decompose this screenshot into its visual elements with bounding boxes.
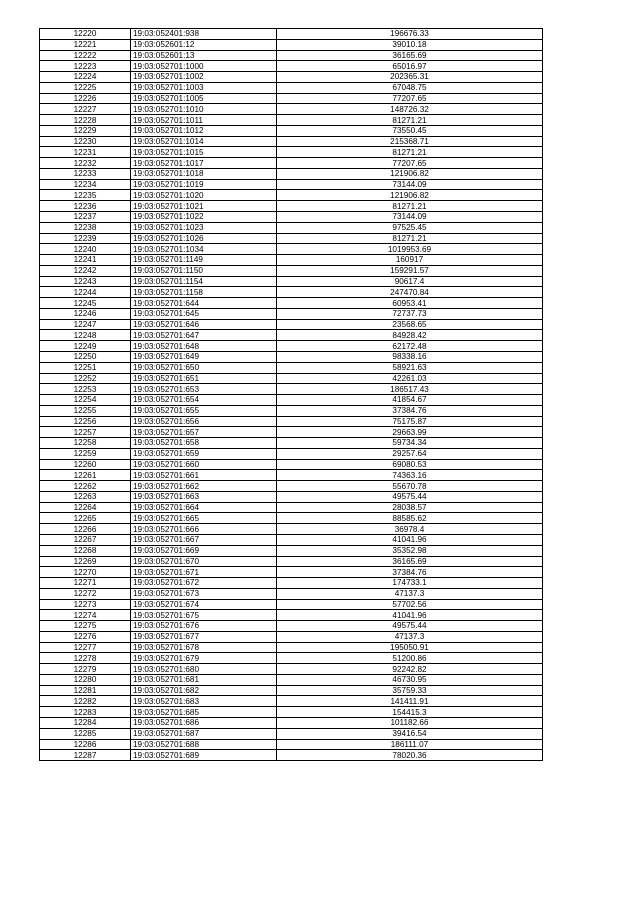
row-number-cell: 12243 [40, 276, 131, 287]
row-number-cell: 12227 [40, 104, 131, 115]
cadastral-number-cell: 19:03:052701:1005 [131, 93, 277, 104]
cadastral-number-cell: 19:03:052701:1012 [131, 125, 277, 136]
cadastral-value-cell: 77207.65 [277, 158, 543, 169]
cadastral-value-cell: 196676.33 [277, 29, 543, 40]
row-number-cell: 12224 [40, 72, 131, 83]
cadastral-number-cell: 19:03:052701:1023 [131, 222, 277, 233]
table-row [40, 61, 543, 72]
cadastral-number-cell: 19:03:052701:1022 [131, 212, 277, 223]
row-number-cell: 12244 [40, 287, 131, 298]
row-number-cell: 12274 [40, 610, 131, 621]
table-row [40, 718, 543, 729]
cadastral-number-cell: 19:03:052701:680 [131, 664, 277, 675]
cadastral-value-cell: 75175.87 [277, 416, 543, 427]
row-number-cell: 12281 [40, 685, 131, 696]
row-number-cell: 12225 [40, 82, 131, 93]
cadastral-number-cell: 19:03:052701:688 [131, 739, 277, 750]
cadastral-number-cell: 19:03:052701:687 [131, 728, 277, 739]
cadastral-value-cell: 90617.4 [277, 276, 543, 287]
cadastral-value-cell: 23568.65 [277, 319, 543, 330]
cadastral-value-cell: 121906.82 [277, 168, 543, 179]
cadastral-value-cell: 59734.34 [277, 438, 543, 449]
cadastral-number-cell: 19:03:052701:1154 [131, 276, 277, 287]
table-row [40, 147, 543, 158]
row-number-cell: 12220 [40, 29, 131, 40]
row-number-cell: 12231 [40, 147, 131, 158]
cadastral-value-cell: 154415.3 [277, 707, 543, 718]
cadastral-value-cell: 101182.66 [277, 718, 543, 729]
cadastral-value-cell: 81271.21 [277, 201, 543, 212]
cadastral-value-cell: 159291.57 [277, 265, 543, 276]
cadastral-value-cell: 81271.21 [277, 233, 543, 244]
table-row [40, 739, 543, 750]
table-row [40, 664, 543, 675]
row-number-cell: 12273 [40, 599, 131, 610]
table-row [40, 308, 543, 319]
table-row [40, 728, 543, 739]
table-row [40, 405, 543, 416]
table-row [40, 621, 543, 632]
row-number-cell: 12272 [40, 588, 131, 599]
cadastral-number-cell: 19:03:052701:1015 [131, 147, 277, 158]
row-number-cell: 12245 [40, 298, 131, 309]
cadastral-number-cell: 19:03:052701:1017 [131, 158, 277, 169]
table-row [40, 298, 543, 309]
cadastral-number-cell: 19:03:052701:663 [131, 491, 277, 502]
cadastral-number-cell: 19:03:052401:938 [131, 29, 277, 40]
row-number-cell: 12257 [40, 427, 131, 438]
cadastral-number-cell: 19:03:052701:1018 [131, 168, 277, 179]
table-row [40, 373, 543, 384]
row-number-cell: 12223 [40, 61, 131, 72]
cadastral-value-cell: 41854.67 [277, 395, 543, 406]
cadastral-number-cell: 19:03:052701:665 [131, 513, 277, 524]
cadastral-number-cell: 19:03:052701:1019 [131, 179, 277, 190]
row-number-cell: 12254 [40, 395, 131, 406]
cadastral-value-cell: 36165.69 [277, 50, 543, 61]
table-row [40, 491, 543, 502]
row-number-cell: 12250 [40, 351, 131, 362]
table-row [40, 448, 543, 459]
cadastral-number-cell: 19:03:052701:650 [131, 362, 277, 373]
cadastral-number-cell: 19:03:052701:649 [131, 351, 277, 362]
cadastral-value-cell: 51200.86 [277, 653, 543, 664]
cadastral-number-cell: 19:03:052701:675 [131, 610, 277, 621]
cadastral-value-cell: 67048.75 [277, 82, 543, 93]
row-number-cell: 12284 [40, 718, 131, 729]
cadastral-number-cell: 19:03:052701:647 [131, 330, 277, 341]
row-number-cell: 12249 [40, 341, 131, 352]
cadastral-number-cell: 19:03:052701:646 [131, 319, 277, 330]
cadastral-value-cell: 72737.73 [277, 308, 543, 319]
cadastral-value-cell: 55670.78 [277, 481, 543, 492]
table-row [40, 115, 543, 126]
table-row [40, 201, 543, 212]
row-number-cell: 12260 [40, 459, 131, 470]
table-row [40, 276, 543, 287]
table-row [40, 395, 543, 406]
table-row [40, 212, 543, 223]
cadastral-number-cell: 19:03:052701:662 [131, 481, 277, 492]
table-row [40, 93, 543, 104]
table-row [40, 588, 543, 599]
cadastral-number-cell: 19:03:052701:1026 [131, 233, 277, 244]
row-number-cell: 12226 [40, 93, 131, 104]
cadastral-number-cell: 19:03:052701:1158 [131, 287, 277, 298]
row-number-cell: 12247 [40, 319, 131, 330]
cadastral-number-cell: 19:03:052701:644 [131, 298, 277, 309]
cadastral-value-cell: 215368.71 [277, 136, 543, 147]
row-number-cell: 12255 [40, 405, 131, 416]
table-row [40, 707, 543, 718]
table-row [40, 502, 543, 513]
table-row [40, 125, 543, 136]
cadastral-value-cell: 39010.18 [277, 39, 543, 50]
row-number-cell: 12264 [40, 502, 131, 513]
row-number-cell: 12230 [40, 136, 131, 147]
cadastral-value-cell: 29257.64 [277, 448, 543, 459]
cadastral-value-cell: 81271.21 [277, 115, 543, 126]
cadastral-value-cell: 1019953.69 [277, 244, 543, 255]
table-row [40, 222, 543, 233]
cadastral-value-cell: 73550.45 [277, 125, 543, 136]
table-row [40, 470, 543, 481]
cadastral-value-cell: 41041.96 [277, 534, 543, 545]
cadastral-value-cell: 174733.1 [277, 578, 543, 589]
cadastral-number-cell: 19:03:052701:655 [131, 405, 277, 416]
cadastral-number-cell: 19:03:052701:656 [131, 416, 277, 427]
cadastral-number-cell: 19:03:052701:666 [131, 524, 277, 535]
cadastral-number-cell: 19:03:052701:681 [131, 674, 277, 685]
table-row [40, 438, 543, 449]
row-number-cell: 12275 [40, 621, 131, 632]
table-row [40, 653, 543, 664]
row-number-cell: 12266 [40, 524, 131, 535]
row-number-cell: 12240 [40, 244, 131, 255]
cadastral-number-cell: 19:03:052701:689 [131, 750, 277, 761]
cadastral-number-cell: 19:03:052701:1002 [131, 72, 277, 83]
cadastral-value-cell: 35352.98 [277, 545, 543, 556]
cadastral-number-cell: 19:03:052701:1021 [131, 201, 277, 212]
row-number-cell: 12228 [40, 115, 131, 126]
cadastral-value-table [39, 28, 543, 761]
cadastral-number-cell: 19:03:052701:664 [131, 502, 277, 513]
cadastral-number-cell: 19:03:052701:1149 [131, 255, 277, 266]
row-number-cell: 12229 [40, 125, 131, 136]
row-number-cell: 12285 [40, 728, 131, 739]
table-row [40, 50, 543, 61]
cadastral-number-cell: 19:03:052701:667 [131, 534, 277, 545]
cadastral-value-cell: 60953.41 [277, 298, 543, 309]
table-row [40, 158, 543, 169]
row-number-cell: 12278 [40, 653, 131, 664]
cadastral-number-cell: 19:03:052701:651 [131, 373, 277, 384]
row-number-cell: 12239 [40, 233, 131, 244]
cadastral-number-cell: 19:03:052701:648 [131, 341, 277, 352]
row-number-cell: 12287 [40, 750, 131, 761]
table-row [40, 341, 543, 352]
cadastral-value-cell: 74363.16 [277, 470, 543, 481]
row-number-cell: 12222 [40, 50, 131, 61]
cadastral-value-cell: 92242.82 [277, 664, 543, 675]
cadastral-value-cell: 141411.91 [277, 696, 543, 707]
cadastral-value-cell: 58921.63 [277, 362, 543, 373]
cadastral-value-cell: 65016.97 [277, 61, 543, 72]
cadastral-number-cell: 19:03:052701:686 [131, 718, 277, 729]
row-number-cell: 12234 [40, 179, 131, 190]
cadastral-value-cell: 84928.42 [277, 330, 543, 341]
row-number-cell: 12253 [40, 384, 131, 395]
row-number-cell: 12286 [40, 739, 131, 750]
row-number-cell: 12262 [40, 481, 131, 492]
cadastral-value-cell: 36165.69 [277, 556, 543, 567]
cadastral-value-cell: 73144.09 [277, 179, 543, 190]
cadastral-value-cell: 202365.31 [277, 72, 543, 83]
cadastral-value-cell: 42261.03 [277, 373, 543, 384]
cadastral-number-cell: 19:03:052701:1011 [131, 115, 277, 126]
row-number-cell: 12280 [40, 674, 131, 685]
table-row [40, 72, 543, 83]
cadastral-value-cell: 46730.95 [277, 674, 543, 685]
row-number-cell: 12261 [40, 470, 131, 481]
cadastral-number-cell: 19:03:052701:670 [131, 556, 277, 567]
table-row [40, 136, 543, 147]
row-number-cell: 12267 [40, 534, 131, 545]
cadastral-number-cell: 19:03:052701:658 [131, 438, 277, 449]
cadastral-number-cell: 19:03:052701:673 [131, 588, 277, 599]
cadastral-value-cell: 97525.45 [277, 222, 543, 233]
table-row [40, 459, 543, 470]
table-row [40, 481, 543, 492]
table-row [40, 578, 543, 589]
table-row [40, 29, 543, 40]
cadastral-number-cell: 19:03:052701:1014 [131, 136, 277, 147]
table-row [40, 384, 543, 395]
cadastral-number-cell: 19:03:052701:672 [131, 578, 277, 589]
cadastral-value-cell: 69080.53 [277, 459, 543, 470]
row-number-cell: 12283 [40, 707, 131, 718]
table-row [40, 39, 543, 50]
table-row [40, 599, 543, 610]
table-row [40, 244, 543, 255]
row-number-cell: 12252 [40, 373, 131, 384]
cadastral-number-cell: 19:03:052701:685 [131, 707, 277, 718]
cadastral-value-cell: 186517.43 [277, 384, 543, 395]
cadastral-value-cell: 88585.62 [277, 513, 543, 524]
cadastral-value-cell: 186111.07 [277, 739, 543, 750]
table-row [40, 545, 543, 556]
row-number-cell: 12238 [40, 222, 131, 233]
cadastral-value-cell: 78020.36 [277, 750, 543, 761]
cadastral-value-cell: 81271.21 [277, 147, 543, 158]
row-number-cell: 12232 [40, 158, 131, 169]
cadastral-value-cell: 49575.44 [277, 491, 543, 502]
cadastral-number-cell: 19:03:052701:677 [131, 631, 277, 642]
row-number-cell: 12277 [40, 642, 131, 653]
cadastral-value-cell: 73144.09 [277, 212, 543, 223]
cadastral-number-cell: 19:03:052701:661 [131, 470, 277, 481]
table-row [40, 750, 543, 761]
table-row [40, 255, 543, 266]
cadastral-value-cell: 49575.44 [277, 621, 543, 632]
cadastral-value-cell: 98338.16 [277, 351, 543, 362]
cadastral-value-cell: 247470.84 [277, 287, 543, 298]
table-row [40, 330, 543, 341]
table-row [40, 610, 543, 621]
table-row [40, 265, 543, 276]
table-row [40, 685, 543, 696]
cadastral-number-cell: 19:03:052701:659 [131, 448, 277, 459]
table-row [40, 179, 543, 190]
cadastral-number-cell: 19:03:052701:674 [131, 599, 277, 610]
row-number-cell: 12237 [40, 212, 131, 223]
table-row [40, 556, 543, 567]
table-row [40, 319, 543, 330]
table-row [40, 82, 543, 93]
cadastral-value-cell: 160917 [277, 255, 543, 266]
cadastral-number-cell: 19:03:052701:653 [131, 384, 277, 395]
table-row [40, 287, 543, 298]
cadastral-number-cell: 19:03:052701:679 [131, 653, 277, 664]
row-number-cell: 12251 [40, 362, 131, 373]
table-row [40, 567, 543, 578]
table-row [40, 104, 543, 115]
cadastral-value-cell: 36978.4 [277, 524, 543, 535]
table-row [40, 534, 543, 545]
row-number-cell: 12248 [40, 330, 131, 341]
cadastral-value-cell: 41041.96 [277, 610, 543, 621]
row-number-cell: 12242 [40, 265, 131, 276]
cadastral-value-cell: 121906.82 [277, 190, 543, 201]
row-number-cell: 12263 [40, 491, 131, 502]
cadastral-value-cell: 77207.65 [277, 93, 543, 104]
cadastral-value-cell: 39416.54 [277, 728, 543, 739]
table-row [40, 642, 543, 653]
cadastral-value-cell: 148726.32 [277, 104, 543, 115]
table-row [40, 190, 543, 201]
cadastral-number-cell: 19:03:052701:671 [131, 567, 277, 578]
cadastral-number-cell: 19:03:052701:678 [131, 642, 277, 653]
cadastral-value-cell: 29663.99 [277, 427, 543, 438]
cadastral-number-cell: 19:03:052701:1010 [131, 104, 277, 115]
table-row [40, 524, 543, 535]
row-number-cell: 12271 [40, 578, 131, 589]
row-number-cell: 12221 [40, 39, 131, 50]
table-row [40, 674, 543, 685]
row-number-cell: 12270 [40, 567, 131, 578]
cadastral-number-cell: 19:03:052601:12 [131, 39, 277, 50]
cadastral-value-cell: 28038.57 [277, 502, 543, 513]
table-row [40, 416, 543, 427]
table-row [40, 513, 543, 524]
cadastral-number-cell: 19:03:052701:1000 [131, 61, 277, 72]
row-number-cell: 12256 [40, 416, 131, 427]
row-number-cell: 12276 [40, 631, 131, 642]
row-number-cell: 12235 [40, 190, 131, 201]
cadastral-number-cell: 19:03:052701:1003 [131, 82, 277, 93]
row-number-cell: 12233 [40, 168, 131, 179]
row-number-cell: 12279 [40, 664, 131, 675]
table-body [40, 29, 543, 761]
cadastral-value-cell: 47137.3 [277, 631, 543, 642]
row-number-cell: 12282 [40, 696, 131, 707]
table-row [40, 351, 543, 362]
cadastral-number-cell: 19:03:052701:645 [131, 308, 277, 319]
cadastral-number-cell: 19:03:052701:682 [131, 685, 277, 696]
table-row [40, 631, 543, 642]
cadastral-value-cell: 37384.76 [277, 567, 543, 578]
cadastral-value-cell: 62172.48 [277, 341, 543, 352]
row-number-cell: 12236 [40, 201, 131, 212]
row-number-cell: 12269 [40, 556, 131, 567]
cadastral-value-cell: 37384.76 [277, 405, 543, 416]
cadastral-value-cell: 47137.3 [277, 588, 543, 599]
table-row [40, 168, 543, 179]
cadastral-number-cell: 19:03:052701:1150 [131, 265, 277, 276]
row-number-cell: 12246 [40, 308, 131, 319]
row-number-cell: 12268 [40, 545, 131, 556]
cadastral-number-cell: 19:03:052701:1020 [131, 190, 277, 201]
cadastral-number-cell: 19:03:052701:676 [131, 621, 277, 632]
table-row [40, 427, 543, 438]
cadastral-value-cell: 57702.56 [277, 599, 543, 610]
cadastral-number-cell: 19:03:052701:683 [131, 696, 277, 707]
table-row [40, 362, 543, 373]
cadastral-number-cell: 19:03:052701:1034 [131, 244, 277, 255]
table-row [40, 696, 543, 707]
row-number-cell: 12241 [40, 255, 131, 266]
cadastral-value-cell: 35759.33 [277, 685, 543, 696]
row-number-cell: 12258 [40, 438, 131, 449]
cadastral-number-cell: 19:03:052701:654 [131, 395, 277, 406]
cadastral-number-cell: 19:03:052701:669 [131, 545, 277, 556]
cadastral-value-cell: 195050.91 [277, 642, 543, 653]
cadastral-number-cell: 19:03:052601:13 [131, 50, 277, 61]
cadastral-number-cell: 19:03:052701:657 [131, 427, 277, 438]
row-number-cell: 12259 [40, 448, 131, 459]
row-number-cell: 12265 [40, 513, 131, 524]
cadastral-number-cell: 19:03:052701:660 [131, 459, 277, 470]
table-row [40, 233, 543, 244]
